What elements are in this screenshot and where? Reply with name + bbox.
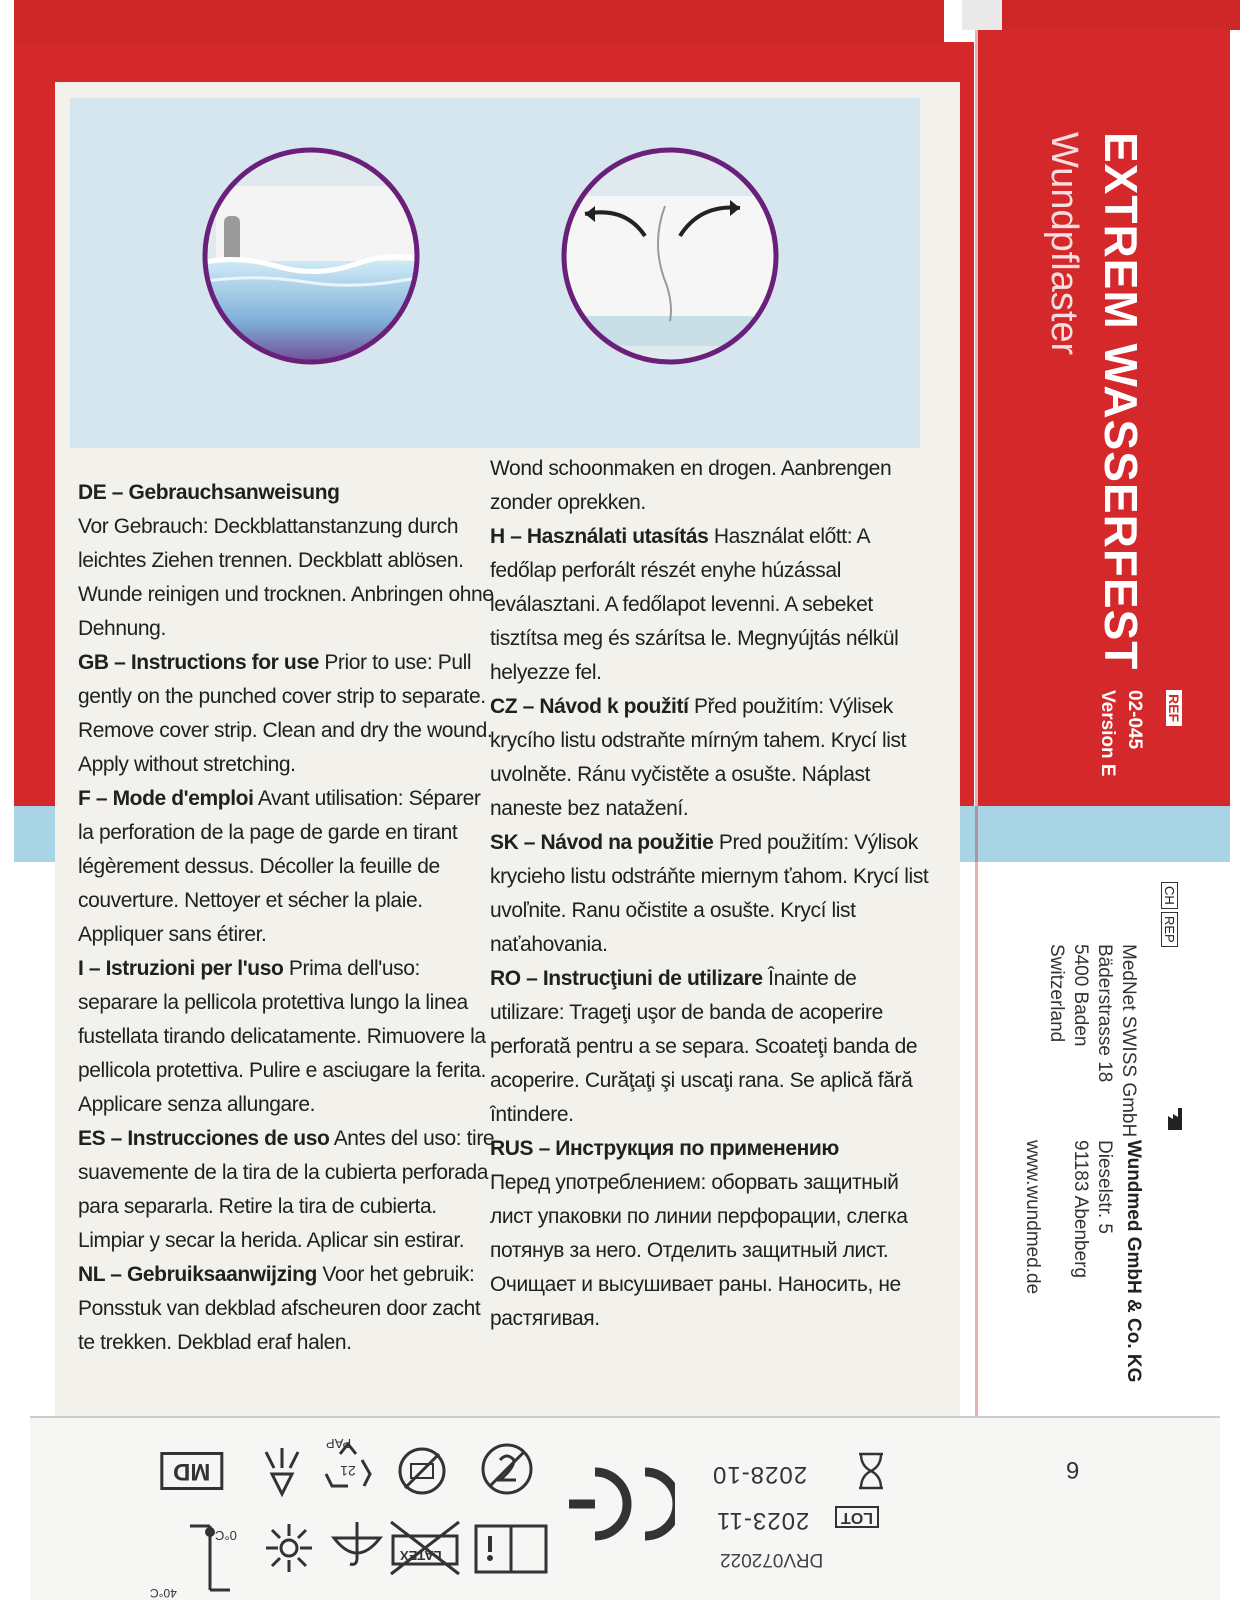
rep-line: MedNet SWISS GmbH [1118, 944, 1139, 1138]
temperature-high: 40°C [150, 1586, 177, 1600]
page-number: 6 [1066, 1456, 1080, 1483]
instruction-body: Prior to use: Pull gently on the punched cover strip to separate. Remove cover strip. Clean and dry the wound. Apply without stretching. [78, 651, 493, 776]
consult-instructions-icon [472, 1518, 550, 1580]
instruction-heading: SK – Návod na použitie [490, 831, 714, 854]
rep-line: 5400 Baden [1070, 944, 1091, 1047]
lot-badge: LOT [835, 1506, 879, 1528]
fold-crease [975, 30, 978, 1600]
instruction-rus [490, 1132, 930, 1336]
instruction-heading: NL – Gebruiksaanwijzing [78, 1263, 317, 1286]
packaging-top-flap-right [990, 0, 1240, 30]
latex-label: LATEX [400, 1548, 442, 1563]
manufacturer-line: Dieselstr. 5 [1094, 1140, 1115, 1234]
expiry-date: 2028-10 [712, 1461, 808, 1488]
hourglass-icon [856, 1452, 886, 1490]
do-not-use-if-damaged-icon [395, 1444, 449, 1498]
instruction-heading: CZ – Návod k použití [490, 695, 689, 718]
instruction-heading: I – Istruzioni per l'uso [78, 957, 284, 980]
instruction-nl [78, 1258, 498, 1360]
rep-badge: REP [1161, 912, 1178, 947]
manufacturer-website: www.wundmed.de [1022, 1140, 1043, 1295]
packaging-notch [962, 0, 1002, 30]
water-immersion-illustration [196, 146, 426, 386]
instruction-body: Használat előtt: A fedőlap perforált részét enyhe húzással leválasztani. A fedőlapot levenni. A sebeket tisztítsa meg és szárítsa le. Megnyújtás nélkül helyezze fel. [490, 525, 899, 684]
instruction-h [490, 520, 930, 690]
instruction-body: Voor het gebruik: Ponsstuk van dekblad afscheuren door zacht te trekken. Dekblad eraf halen. [78, 1263, 481, 1354]
packaging-top-flap [14, 0, 944, 42]
instruction-heading: RO – Instrucţiuni de utilizare [490, 967, 763, 990]
instruction-body: Înainte de utilizare: Trageţi uşor de banda de acoperire perforată pentru a se separa. Scoateţi banda de acoperire. Curăţaţi şi uscaţi rana. Se aplică fără întindere. [490, 967, 918, 1126]
ref-badge: REF [1166, 690, 1182, 726]
instruction-f [78, 782, 498, 952]
blue-stripe-side [948, 806, 1230, 862]
single-use-icon [478, 1440, 536, 1498]
keep-away-from-heat-icon [262, 1518, 316, 1578]
rep-line: Bäderstrasse 18 [1094, 944, 1115, 1083]
instruction-ro [490, 962, 930, 1132]
manufacturer-line: 91183 Abenberg [1070, 1140, 1091, 1279]
instruction-i [78, 952, 498, 1122]
instruction-nl-cont [490, 452, 930, 520]
instruction-heading: H – Használati utasítás [490, 525, 709, 548]
rep-line: Switzerland [1046, 944, 1067, 1043]
instruction-sk [490, 826, 930, 962]
instruction-cz [490, 690, 930, 826]
instruction-body: Wond schoonmaken en drogen. Aanbrengen zonder oprekken. [490, 457, 892, 514]
product-subtitle: Wundpflaster [1043, 132, 1085, 356]
instruction-gb [78, 646, 498, 782]
manufacturer-icon [1168, 1108, 1186, 1130]
ce-mark-icon [565, 1464, 675, 1544]
instruction-de [78, 476, 498, 646]
product-title: EXTREM WASSERFEST [1095, 132, 1147, 671]
instruction-body: Prima dell'uso: separare la pellicola protettiva lungo la linea fustellata tirando delicatamente. Rimuovere la pellicola protettiva. Pulire e asciugare la ferita. Applicare senza allungare. [78, 957, 486, 1116]
version-label: Version E [1097, 690, 1118, 777]
ch-badge: CH [1161, 882, 1178, 909]
ref-code: 02-045 [1124, 690, 1145, 750]
recycle-label: PAP [326, 1436, 352, 1451]
instruction-heading: DE – Gebrauchsanweisung [78, 481, 340, 504]
manufacturer-name: Wundmed GmbH & Co. KG [1123, 1140, 1144, 1383]
instructions-column-left [78, 476, 498, 1360]
instruction-heading: F – Mode d'emploi [78, 787, 254, 810]
illustration-panel [70, 98, 920, 448]
umbrella-icon [330, 1518, 384, 1578]
lot-number: 2023-11 [716, 1507, 810, 1534]
instruction-heading: RUS – Инструкция по применению [490, 1137, 839, 1160]
temperature-low: 0°C [215, 1528, 237, 1543]
instruction-body: Pred použitím: Výlisok krycieho listu odstráňte miernym ťahom. Krycí list uvoľnite. Ranu očistite a osušte. Krycí list naťahovania. [490, 831, 929, 956]
instruction-body: Vor Gebrauch: Deckblattanstanzung durch leichtes Ziehen trennen. Deckblatt ablösen. Wunde reinigen und trocknen. Anbringen ohne Dehnung. [78, 515, 494, 640]
instruction-body: Antes del uso: tire suavemente de la tira de la cubierta perforada para separarla. Retire la tira de cubierta. Limpiar y secar la herida. Aplicar sin estirar. [78, 1127, 495, 1252]
keep-away-from-sunlight-icon [258, 1444, 306, 1498]
md-badge: MD [160, 1452, 223, 1490]
instructions-column-right [490, 452, 930, 1336]
instruction-heading: ES – Instrucciones de uso [78, 1127, 330, 1150]
document-code: DRV072022 [720, 1549, 824, 1570]
instruction-body: Перед употреблением: оборвать защитный лист упаковки по линии перфорации, слегка потянув за него. Отделить защитный лист. Очищает и высушивает раны. Наносить, не растягивая. [490, 1171, 908, 1330]
peel-cover-illustration [555, 146, 785, 386]
recycle-code: 21 [340, 1463, 356, 1479]
instruction-es [78, 1122, 498, 1258]
instruction-body: Před použitím: Výlisek krycího listu odstraňte mírným tahem. Krycí list uvolněte. Ránu vyčistěte a osušte. Náplast naneste bez natažení. [490, 695, 907, 820]
instruction-body: Avant utilisation: Séparer la perforation de la page de garde en tirant légèrement dessus. Décoller la feuille de couverture. Nettoyer et sécher la plaie. Appliquer sans étirer. [78, 787, 481, 946]
instruction-heading: GB – Instructions for use [78, 651, 319, 674]
